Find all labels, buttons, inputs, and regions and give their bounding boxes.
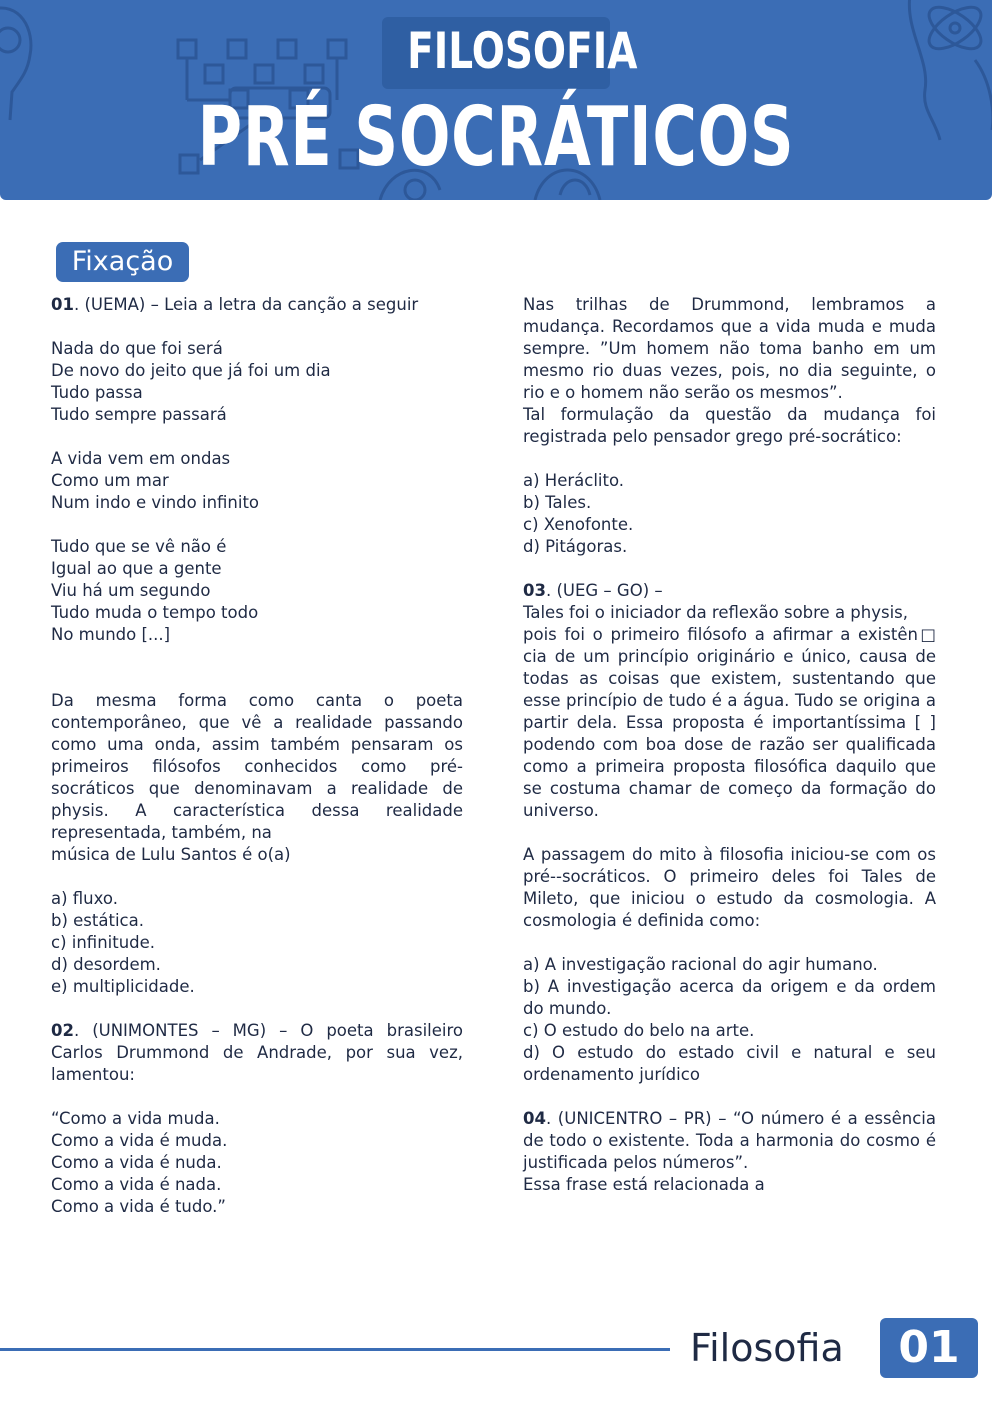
question-03-intro: Tales foi o iniciador da reflexão sobre a physis, xyxy=(523,603,909,622)
question-02-body: Nas trilhas de Drummond, lembramos a mudança. Recordamos que a vida muda e muda sempre. ”Um homem não toma banho em um mesmo rio duas vezes, pois, no dia seguinte, o rio e o homem não serão os mesmos”. xyxy=(523,295,936,402)
question-01-body: Da mesma forma como canta o poeta contemporâneo, que vê a realidade passando como uma onda, assim também pensaram os primeiros filósofos conhecidos como pré-socráticos que denominavam a realidade de physis. A característica dessa realidade representada, também, na xyxy=(51,691,463,842)
answer-option: a) A investigação racional do agir humano. xyxy=(523,955,878,974)
left-column xyxy=(51,294,463,1218)
lyric-line: De novo do jeito que já foi um dia xyxy=(51,361,331,380)
answer-option: b) A investigação acerca da origem e da ordem do mundo. xyxy=(523,977,936,1018)
lyric-line: Num indo e vindo infinito xyxy=(51,493,260,512)
page-header xyxy=(0,0,992,200)
answer-option: a) fluxo. xyxy=(51,889,118,908)
page-number: 01 xyxy=(880,1318,978,1378)
lyric-line: Viu há um segundo xyxy=(51,581,211,600)
lyric-line: Nada do que foi será xyxy=(51,339,223,358)
page-title: PRÉ SOCRÁTICOS xyxy=(197,90,795,185)
question-04-header: 04. (UNICENTRO – PR) – “O número é a essência de todo o existente. Toda a harmonia do cosmo é justificada pelos números”. xyxy=(523,1109,936,1172)
answer-option: d) O estudo do estado civil e natural e seu ordenamento jurídico xyxy=(523,1043,936,1084)
network-icon xyxy=(178,40,196,58)
lyric-line: A vida vem em ondas xyxy=(51,449,231,468)
question-03-prompt: A passagem do mito à filosofia iniciou-se com os pré--socráticos. O primeiro deles foi Tales de Mileto, que iniciou o estudo da cosmologia. A cosmologia é definida como: xyxy=(523,845,936,930)
section-tag: Fixação xyxy=(56,242,189,282)
lyric-line: Tudo que se vê não é xyxy=(51,537,227,556)
lyric-line: Tudo muda o tempo todo xyxy=(51,603,259,622)
question-01-prompt: música de Lulu Santos é o(a) xyxy=(51,845,291,864)
lyric-line: Tudo passa xyxy=(51,383,143,402)
poem-line: Como a vida é nuda. xyxy=(51,1153,222,1172)
answer-option: b) Tales. xyxy=(523,493,592,512)
answer-option: d) desordem. xyxy=(51,955,161,974)
answer-option: a) Heráclito. xyxy=(523,471,625,490)
question-02-prompt: Tal formulação da questão da mudança foi registrada pelo pensador grego pré-socrático: xyxy=(523,405,936,446)
subject-title: FILOSOFIA xyxy=(407,22,638,80)
answer-option: c) O estudo do belo na arte. xyxy=(523,1021,755,1040)
footer-divider xyxy=(0,1348,670,1351)
answer-option: d) Pitágoras. xyxy=(523,537,628,556)
question-01-header: 01. (UEMA) – Leia a letra da canção a seguir xyxy=(51,295,419,314)
lyric-line: Tudo sempre passará xyxy=(51,405,227,424)
answer-option: b) estática. xyxy=(51,911,144,930)
lyric-line: Igual ao que a gente xyxy=(51,559,222,578)
head-profile-icon xyxy=(0,8,31,120)
atom-icon xyxy=(909,0,940,140)
question-03-header: 03. (UEG – GO) – xyxy=(523,581,663,600)
poem-line: Como a vida é muda. xyxy=(51,1131,228,1150)
answer-option: c) Xenofonte. xyxy=(523,515,634,534)
footer-subject: Filosofia xyxy=(690,1326,844,1370)
right-column xyxy=(523,294,936,1196)
answer-option: c) infinitude. xyxy=(51,933,156,952)
lyric-line: No mundo [...] xyxy=(51,625,171,644)
question-03-body: pois foi o primeiro filósofo a afirmar a existên□ cia de um princípio originário e único, causa de todas as coisas que existem, sustentando que esse princípio de tudo é a água. Tudo se origina a partir dela. Essa proposta é importantíssima [ ] podendo com boa dose de razão ser qualificada como a primeira proposta filosófica daquilo que se costuma chamar de começo da formação do universo. xyxy=(523,625,936,820)
poem-line: “Como a vida muda. xyxy=(51,1109,220,1128)
poem-line: Como a vida é tudo.” xyxy=(51,1197,226,1216)
question-02-header: 02. (UNIMONTES – MG) – O poeta brasileiro Carlos Drummond de Andrade, por sua vez, lamentou: xyxy=(51,1021,463,1084)
answer-option: e) multiplicidade. xyxy=(51,977,195,996)
poem-line: Como a vida é nada. xyxy=(51,1175,222,1194)
question-04-prompt: Essa frase está relacionada a xyxy=(523,1175,765,1194)
lyric-line: Como um mar xyxy=(51,471,169,490)
